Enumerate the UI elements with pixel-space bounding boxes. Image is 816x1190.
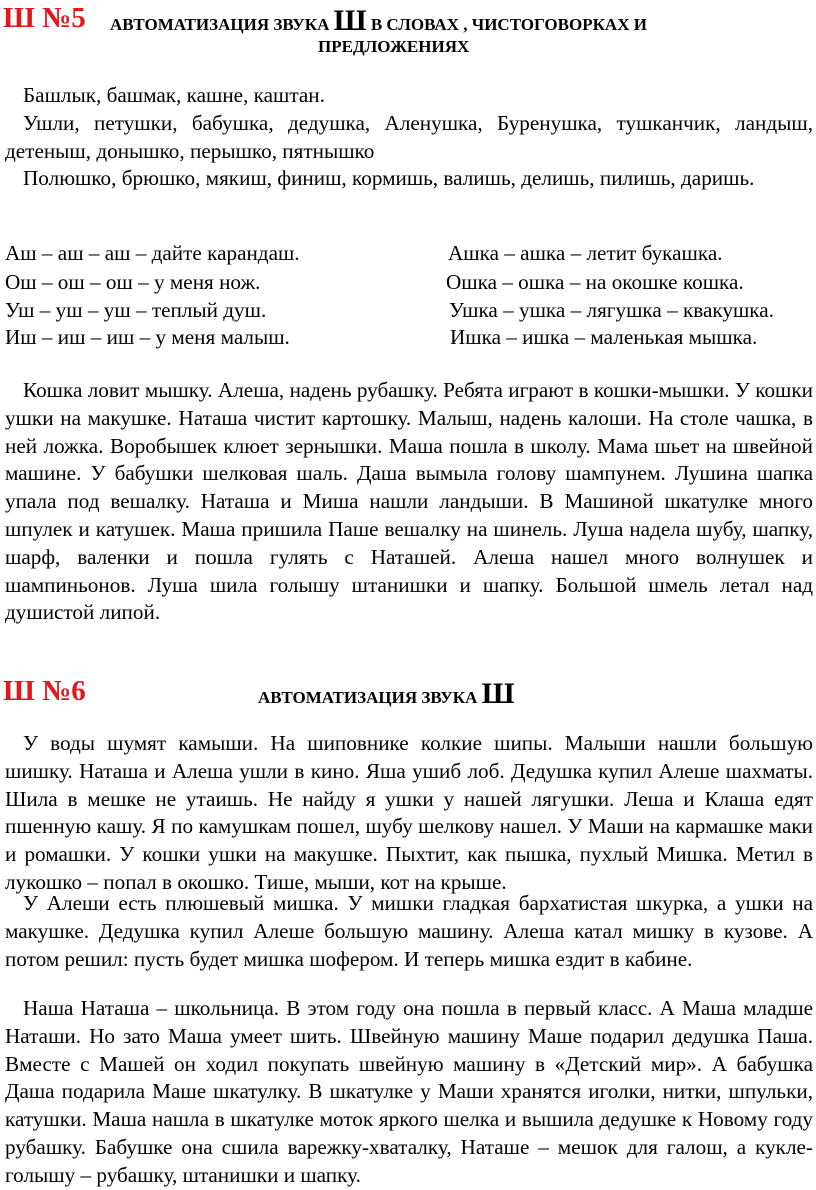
section6-paragraph-2: У Алеши есть плюшевый мишка. У мишки гладкая бархатистая шкурка, а ушки на макушке. Дедушка купил Алеше большую машину. Алеша катал мишку в кузове. А потом решил: пусть будет мишка шофером. И теперь мишка ездит в кабине.	[5, 891, 813, 971]
rhyme-right: Ишка – ишка – маленькая мышка.	[450, 325, 758, 349]
section5-title	[110, 4, 647, 38]
sentences-paragraph: Кошка ловит мышку. Алеша, надень рубашку. Ребята играют в кошки-мышки. У кошки ушки на макушке. Наташа чистит картошку. Малыш, надень калоши. На столе чашка, в ней ложка. Воробышек клюет зернышки. Маша пошла в школу. Мама шьет на швейной машине. У бабушки шелковая шаль. Даша вымыла голову шампунем. Лушина шапка упала под вешалку. Наташа и Миша нашли ландыши. В Машиной шкатулке много шпулек и катушек. Маша пришила Паше вешалку на шинель. Луша надела шубу, шапку, шарф, валенки и пошла гулять с Наташей. Алеша нашел много волнушек и шампиньонов. Луша шила голышу штанишки и шапку. Большой шмель летал над душистой липой.	[5, 378, 813, 625]
rhyme-right: Ошка – ошка – на окошке кошка.	[446, 270, 744, 294]
rhyme-left: Ош – ош – ош – у меня нож.	[5, 270, 261, 294]
section5-title-line2: ПРЕДЛОЖЕНИЯХ	[318, 37, 470, 56]
section5-title-part1: АВТОМАТИЗАЦИЯ ЗВУКА	[110, 15, 330, 34]
section6-title-letter: Ш	[481, 677, 515, 710]
section6-title-part1: АВТОМАТИЗАЦИЯ ЗВУКА	[258, 688, 478, 707]
words-paragraph-1: Башлык, башмак, кашне, каштан.	[23, 83, 325, 107]
rhyme-right: Ушка – ушка – лягушка – квакушка.	[449, 298, 774, 322]
section6-number: Ш №6	[3, 675, 86, 707]
words-paragraph-2: Ушли, петушки, бабушка, дедушка, Аленушка, Буренушка, тушканчик, ландыш, детеныш, донышко, перышко, пятнышко	[5, 111, 813, 163]
section6-title	[258, 677, 515, 711]
rhyme-left: Аш – аш – аш – дайте карандаш.	[5, 241, 300, 265]
rhyme-left: Иш – иш – иш – у меня малыш.	[5, 325, 290, 349]
rhyme-row	[5, 270, 813, 298]
rhyme-row	[5, 241, 813, 269]
rhyme-left: Уш – уш – уш – теплый душ.	[5, 298, 267, 322]
section5-number: Ш №5	[3, 2, 86, 34]
rhyme-row	[5, 325, 813, 353]
section6-paragraph-3: Наша Наташа – школьница. В этом году она пошла в первый класс. А Маша младше Наташи. Но зато Маша умеет шить. Швейную машину Маше подарил дедушка Паша. Вместе с Машей он ходил покупать швейную машину в «Детский мир». А бабушка Даша подарила Маше шкатулку. В шкатулке у Маши хранятся иголки, нитки, шпульки, катушки. Маша нашла в шкатулке моток яркого шелка и вышила дедушке к Новому году рубашку. Бабушке она сшила варежку-хваталку, Наташе – мешок для галош, а кукле-голышу – рубашку, штанишки и шапку.	[5, 996, 813, 1187]
section6-paragraph-1: У воды шумят камыши. На шиповнике колкие шипы. Малыши нашли большую шишку. Наташа и Алеша ушли в кино. Яша ушиб лоб. Дедушка купил Алеше шахматы. Шила в мешке не утаишь. Не найду я ушки у нашей лягушки. Леша и Клаша едят пшенную кашу. Я по камушкам пошел, шубу шелкову нашел. У Маши на кармашке маки и ромашки. У кошки ушки на макушке. Пыхтит, как пышка, пухлый Мишка. Метил в лукошко – попал в окошко. Тише, мыши, кот на крыше.	[5, 731, 813, 894]
section5-title-part2: В СЛОВАХ , ЧИСТОГОВОРКАХ И	[370, 15, 647, 34]
rhyme-right: Ашка – ашка – летит букашка.	[448, 241, 723, 265]
words-paragraph-3: Полюшко, брюшко, мякиш, финиш, кормишь, валишь, делишь, пилишь, даришь.	[23, 166, 755, 190]
section5-title-letter: Ш	[333, 4, 367, 37]
rhyme-row	[5, 298, 813, 326]
